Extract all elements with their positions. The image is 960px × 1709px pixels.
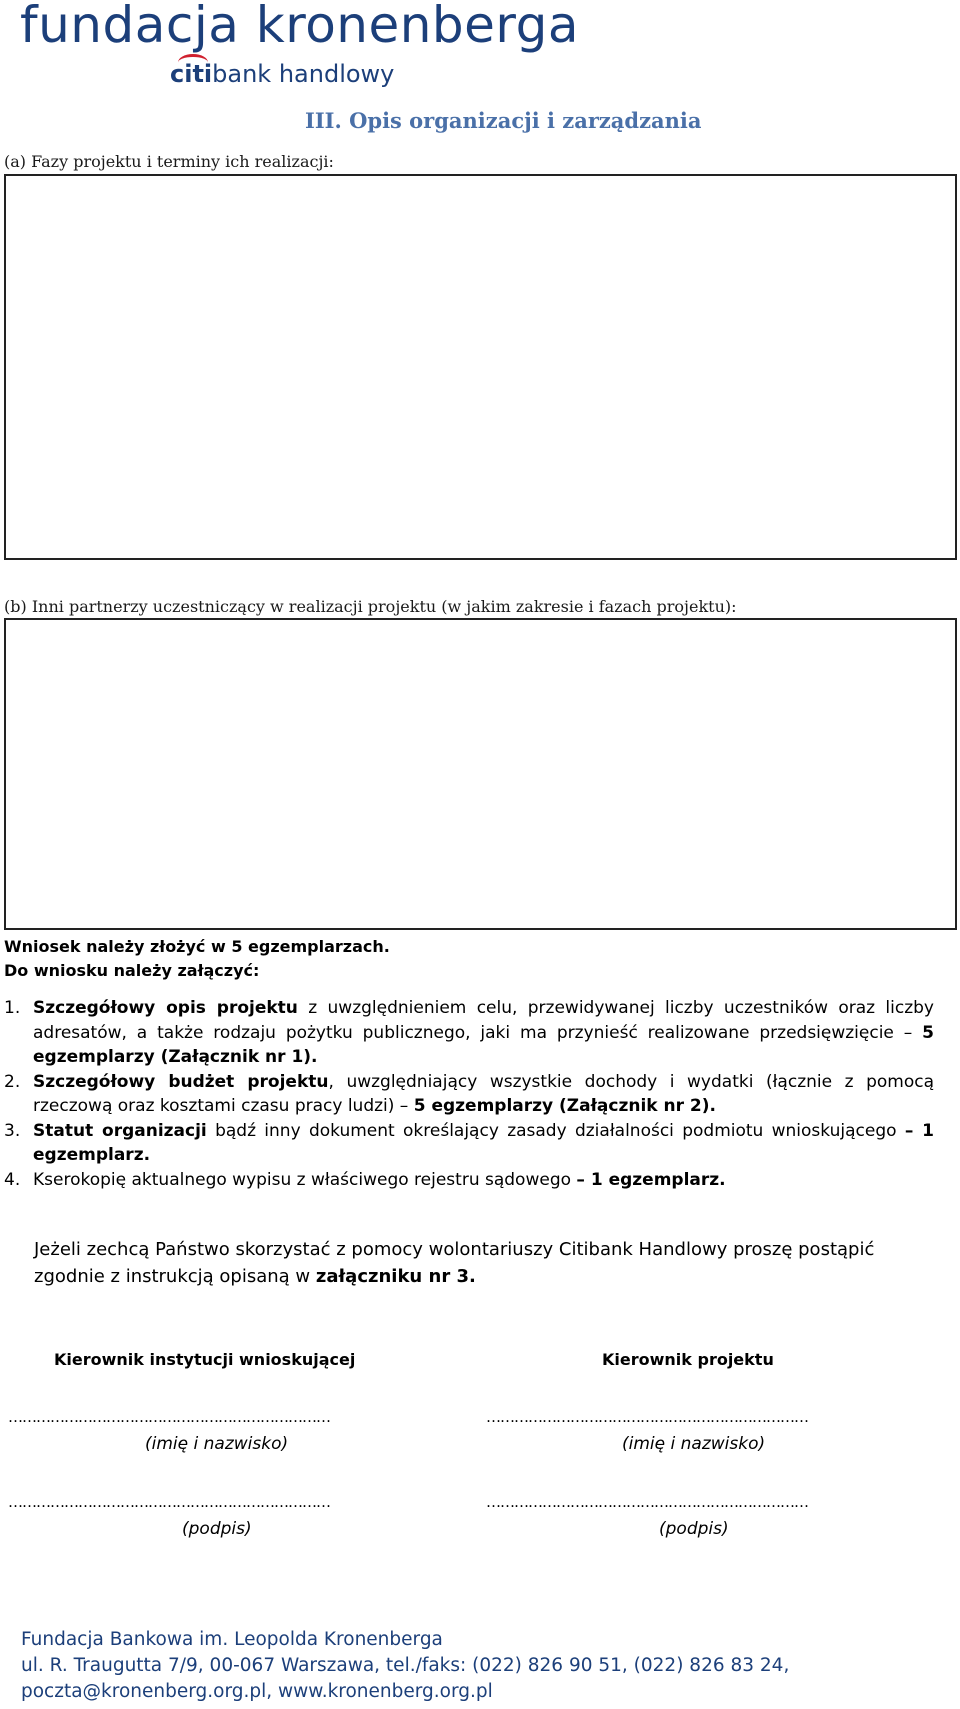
right-signature-title: Kierownik projektu bbox=[602, 1350, 774, 1369]
footer bbox=[21, 1627, 789, 1705]
right-signature-line[interactable]: …………………………………………………………… bbox=[486, 1493, 808, 1511]
citi-arc-icon bbox=[178, 54, 208, 71]
attachment-item: 3. Statut organizacji bądź inny dokument określający zasady działalności podmiotu wnioskującego – 1 egzemplarz. bbox=[4, 1120, 934, 1165]
section-title: III. Opis organizacji i zarządzania bbox=[305, 108, 702, 133]
foundation-logo: fundacja kronenberga bbox=[20, 0, 579, 54]
project-phases-field[interactable] bbox=[4, 174, 957, 560]
left-signature-line[interactable]: …………………………………………………………… bbox=[8, 1493, 330, 1511]
attachment-item: 2. Szczegółowy budżet projektu, uwzględniający wszystkie dochody i wydatki (łącznie z pomocą rzeczową oraz kosztami czasu pracy ludzi) – 5 egzemplarzy (Załącznik nr 2). bbox=[4, 1071, 934, 1116]
right-name-label: (imię i nazwisko) bbox=[622, 1434, 766, 1454]
citibank-logo bbox=[170, 60, 394, 88]
volunteer-note: Jeżeli zechcą Państwo skorzystać z pomocy wolontariuszy Citibank Handlowy proszę postąpić zgodnie z instrukcją opisaną w załączniku nr 3. bbox=[34, 1239, 875, 1287]
bank-handlowy-wordmark: bank handlowy bbox=[212, 60, 395, 88]
field-b-label: (b) Inni partnerzy uczestniczący w realizacji projektu (w jakim zakresie i fazach projektu): bbox=[4, 597, 737, 616]
attachment-item: 1. Szczegółowy opis projektu z uwzględnieniem celu, przewidywanej liczby uczestników oraz liczby adresatów, a także rodzaju pożytku publicznego, jaki ma przynieść realizowane przedsięwzięcie – 5 egzemplarzy (Załącznik nr 1). bbox=[4, 998, 934, 1067]
footer-org-name: Fundacja Bankowa im. Leopolda Kronenberga bbox=[21, 1629, 443, 1650]
left-name-line[interactable]: …………………………………………………………… bbox=[8, 1408, 330, 1426]
left-sign-label: (podpis) bbox=[182, 1519, 252, 1539]
left-name-label: (imię i nazwisko) bbox=[145, 1434, 289, 1454]
right-name-line[interactable]: …………………………………………………………… bbox=[486, 1408, 808, 1426]
field-a-label: (a) Fazy projektu i terminy ich realizacji: bbox=[4, 152, 334, 171]
footer-contact: poczta@kronenberg.org.pl, www.kronenberg.org.pl bbox=[21, 1681, 493, 1702]
left-signature-title: Kierownik instytucji wnioskującej bbox=[54, 1350, 356, 1369]
attachments-heading: Do wniosku należy załączyć: bbox=[4, 961, 260, 980]
copies-instruction: Wniosek należy złożyć w 5 egzemplarzach. bbox=[4, 937, 390, 956]
attachment-item: 4. Kserokopię aktualnego wypisu z właściwego rejestru sądowego – 1 egzemplarz. bbox=[4, 1169, 726, 1190]
right-sign-label: (podpis) bbox=[659, 1519, 729, 1539]
footer-address: ul. R. Traugutta 7/9, 00-067 Warszawa, tel./faks: (022) 826 90 51, (022) 826 83 24, bbox=[21, 1655, 790, 1676]
partners-field[interactable] bbox=[4, 618, 957, 930]
citi-wordmark: citi bbox=[170, 60, 212, 88]
attachments-list bbox=[4, 996, 934, 1192]
